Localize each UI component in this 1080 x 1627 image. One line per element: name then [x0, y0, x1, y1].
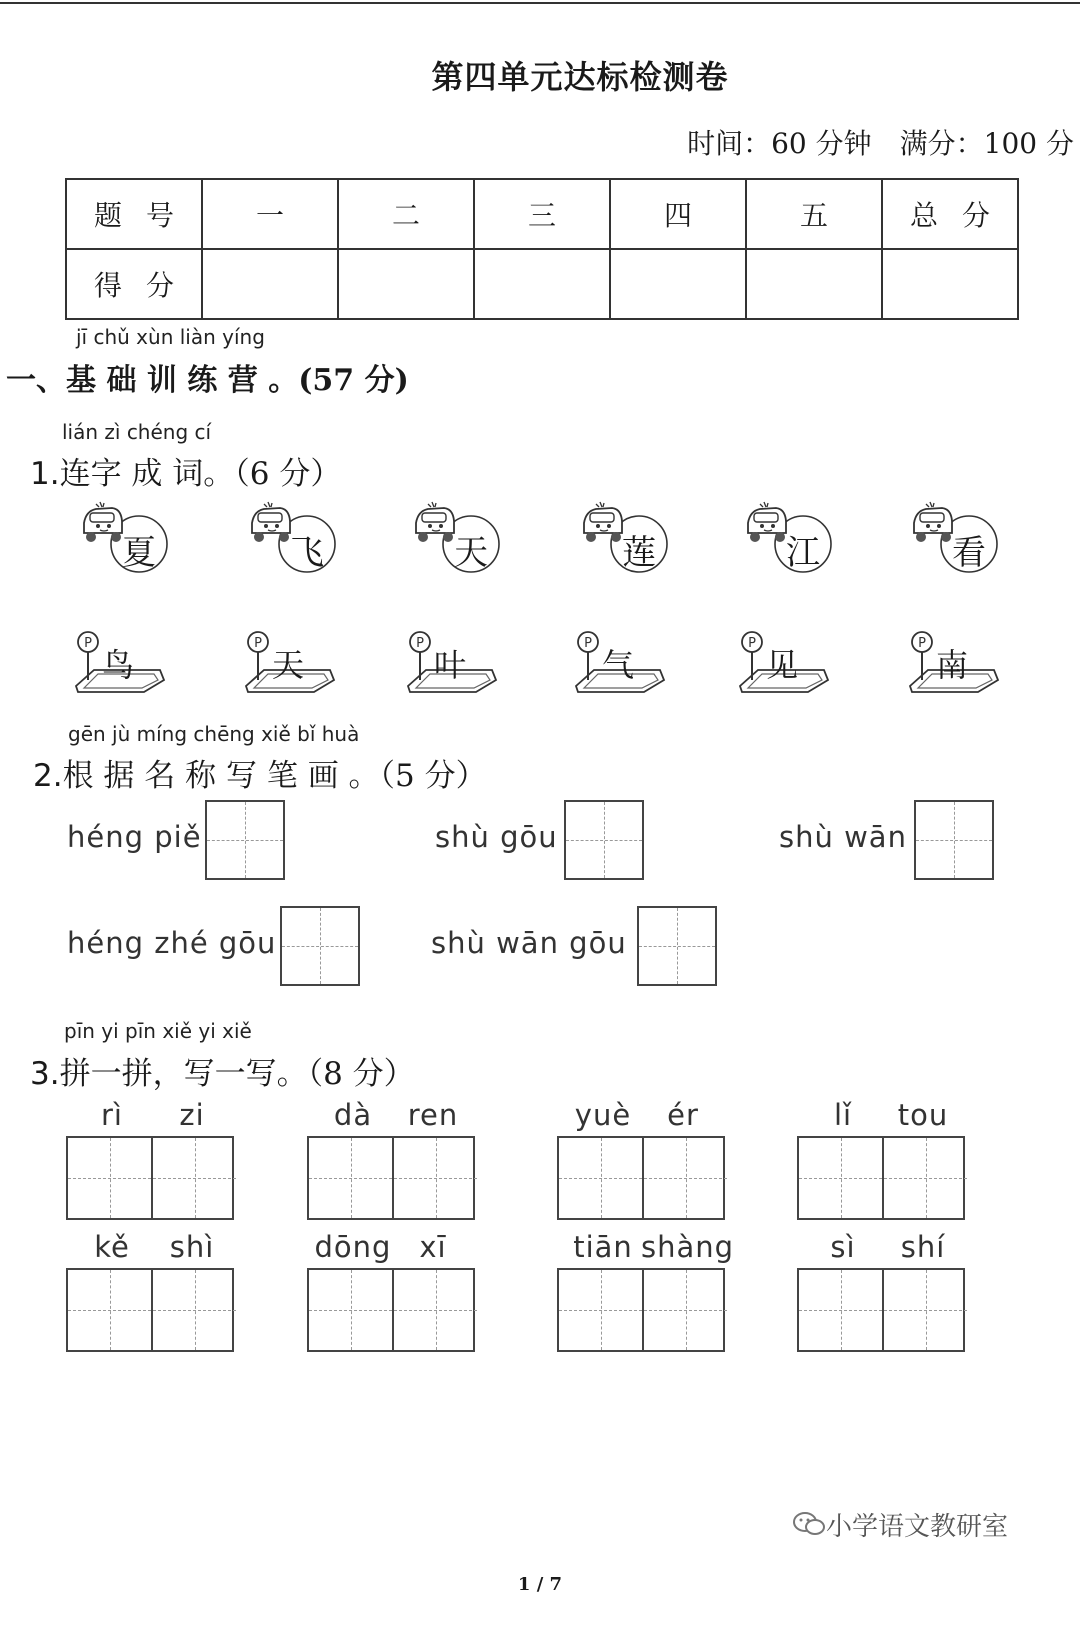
car-char: 江	[786, 533, 820, 573]
score-cell[interactable]	[474, 249, 610, 319]
stroke-pinyin: shù wān gōu	[431, 926, 627, 960]
char-writing-cell[interactable]	[309, 1138, 392, 1218]
word-answer-box[interactable]	[797, 1136, 965, 1220]
word-pinyin-2: shàng	[641, 1230, 735, 1264]
stroke-answer-box[interactable]	[637, 906, 717, 986]
char-writing-cell[interactable]	[392, 1270, 477, 1350]
top-rule	[0, 2, 1080, 4]
parking-char: 天	[272, 646, 305, 684]
parking-char: 气	[602, 646, 635, 684]
parking-character[interactable]	[908, 630, 1004, 694]
stroke-pinyin: héng zhé gōu	[67, 926, 277, 960]
char-writing-cell[interactable]	[309, 1270, 392, 1350]
char-writing-cell[interactable]	[559, 1138, 642, 1218]
q1-title	[30, 448, 341, 493]
page-title: 第四单元达标检测卷	[431, 58, 729, 96]
row-label-cell: 得分	[66, 249, 202, 319]
section1-title: 一、基 础 训 练 营 。(57 分)	[6, 363, 409, 398]
score-cell[interactable]	[338, 249, 474, 319]
q2-text: 根 据 名 称 写 笔 画 。（5 分）	[62, 758, 487, 794]
total-score-cell[interactable]	[882, 249, 1018, 319]
word-answer-box[interactable]	[66, 1268, 234, 1352]
header-col-1: 一	[202, 179, 338, 249]
car-character[interactable]	[578, 497, 672, 577]
q1-pinyin: lián zì chéng cí	[62, 420, 212, 444]
parking-character[interactable]	[244, 630, 340, 694]
parking-char: 南	[936, 646, 969, 684]
char-writing-cell[interactable]	[882, 1270, 967, 1350]
watermark	[792, 1506, 1008, 1544]
car-char: 看	[952, 533, 986, 573]
svg-text:P: P	[748, 636, 756, 651]
car-character[interactable]	[78, 497, 172, 577]
header-col-4: 四	[610, 179, 746, 249]
word-pinyin-2: zi	[179, 1098, 205, 1132]
stroke-answer-box[interactable]	[564, 800, 644, 880]
stroke-answer-box[interactable]	[280, 906, 360, 986]
stroke-pinyin: héng piě	[67, 820, 202, 854]
q3-number: 3.	[30, 1056, 60, 1092]
word-pinyin-1: yuè	[574, 1098, 632, 1132]
word-pinyin-1: dōng	[314, 1230, 392, 1264]
word-pinyin-2: ren	[407, 1098, 459, 1132]
exam-info	[659, 122, 1074, 162]
header-col-5: 五	[746, 179, 882, 249]
char-writing-cell[interactable]	[799, 1270, 882, 1350]
word-pinyin-2: shí	[900, 1230, 946, 1264]
parking-character[interactable]	[574, 630, 670, 694]
word-pinyin-1: dà	[333, 1098, 373, 1132]
char-writing-cell[interactable]	[559, 1270, 642, 1350]
word-pinyin-2: ér	[667, 1098, 699, 1132]
header-col-3: 三	[474, 179, 610, 249]
word-pinyin-1: kě	[94, 1230, 130, 1264]
char-writing-cell[interactable]	[392, 1138, 477, 1218]
q3-title	[30, 1048, 415, 1093]
full-score: 满分：100 分	[899, 127, 1074, 160]
char-writing-cell[interactable]	[151, 1138, 236, 1218]
word-answer-box[interactable]	[307, 1136, 475, 1220]
parking-character[interactable]	[738, 630, 834, 694]
score-table-score-row	[66, 249, 1018, 319]
car-char: 飞	[290, 533, 324, 573]
char-writing-cell[interactable]	[642, 1138, 727, 1218]
svg-text:P: P	[416, 636, 424, 651]
word-answer-box[interactable]	[557, 1136, 725, 1220]
car-character[interactable]	[908, 497, 1002, 577]
score-table-header-row	[66, 179, 1018, 249]
word-pinyin-1: rì	[101, 1098, 123, 1132]
parking-char: 叶	[434, 646, 467, 684]
score-cell[interactable]	[746, 249, 882, 319]
q2-title	[33, 750, 487, 795]
stroke-answer-box[interactable]	[914, 800, 994, 880]
svg-text:P: P	[84, 636, 92, 651]
watermark-text: 小学语文教研室	[825, 1512, 1008, 1542]
stroke-pinyin: shù gōu	[435, 820, 558, 854]
word-answer-box[interactable]	[797, 1268, 965, 1352]
score-table	[65, 178, 1019, 320]
car-character[interactable]	[410, 497, 504, 577]
word-answer-box[interactable]	[307, 1268, 475, 1352]
svg-text:P: P	[918, 636, 926, 651]
char-writing-cell[interactable]	[799, 1138, 882, 1218]
q2-number: 2.	[33, 758, 63, 794]
word-pinyin-1: tiān	[573, 1230, 633, 1264]
car-char: 夏	[122, 533, 156, 573]
word-pinyin-2: tou	[897, 1098, 949, 1132]
q3-text: 拼一拼，写一写。（8 分）	[59, 1056, 415, 1092]
svg-text:P: P	[254, 636, 262, 651]
stroke-pinyin: shù wān	[779, 820, 907, 854]
parking-character[interactable]	[74, 630, 170, 694]
time-limit: 时间：60 分钟	[687, 127, 872, 160]
header-col-2: 二	[338, 179, 474, 249]
parking-character[interactable]	[406, 630, 502, 694]
word-pinyin-1: sì	[830, 1230, 856, 1264]
q2-pinyin: gēn jù míng chēng xiě bǐ huà	[68, 722, 360, 746]
q1-text: 连字 成 词。（6 分）	[59, 456, 342, 492]
parking-char: 鸟	[102, 646, 135, 684]
car-character[interactable]	[246, 497, 340, 577]
q3-pinyin: pīn yi pīn xiě yi xiě	[64, 1019, 252, 1043]
word-pinyin-1: lǐ	[833, 1098, 853, 1132]
car-character[interactable]	[742, 497, 836, 577]
q1-number: 1.	[30, 456, 60, 492]
svg-text:P: P	[584, 636, 592, 651]
score-cell[interactable]	[202, 249, 338, 319]
section1-pinyin: jī chǔ xùn liàn yíng	[76, 325, 265, 349]
word-answer-box[interactable]	[66, 1136, 234, 1220]
word-pinyin-2: shì	[169, 1230, 215, 1264]
header-total-cell: 总分	[882, 179, 1018, 249]
char-writing-cell[interactable]	[642, 1270, 727, 1350]
page-number: 1 / 7	[517, 1574, 563, 1595]
word-answer-box[interactable]	[557, 1268, 725, 1352]
char-writing-cell[interactable]	[68, 1138, 151, 1218]
score-cell[interactable]	[610, 249, 746, 319]
stroke-answer-box[interactable]	[205, 800, 285, 880]
car-char: 莲	[622, 533, 656, 573]
parking-char: 见	[766, 646, 799, 684]
header-label-cell: 题号	[66, 179, 202, 249]
char-writing-cell[interactable]	[68, 1270, 151, 1350]
char-writing-cell[interactable]	[882, 1138, 967, 1218]
word-pinyin-2: xī	[419, 1230, 447, 1264]
wechat-icon	[792, 1511, 826, 1544]
char-writing-cell[interactable]	[151, 1270, 236, 1350]
car-char: 天	[454, 533, 488, 573]
